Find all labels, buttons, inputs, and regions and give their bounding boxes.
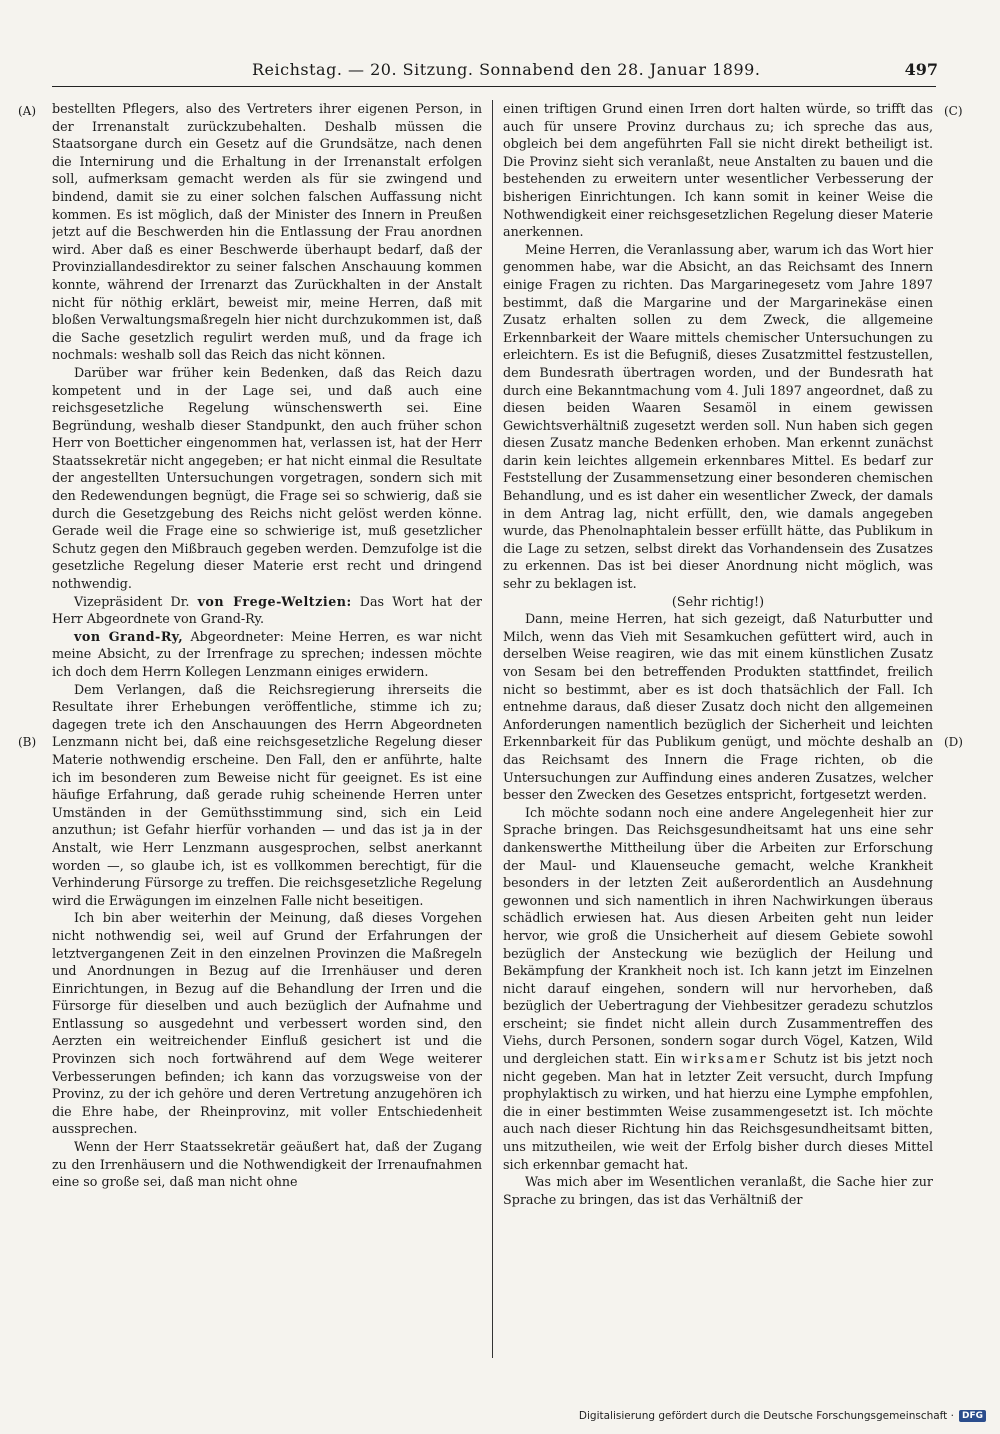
paragraph-text: Ich möchte sodann noch eine andere Angelegenheit hier zur Sprache bringen. Das Reichsgesundheitsamt hat uns eine sehr dankenswerthe Mittheilung über die Arbeiten zur Erforschung der Maul- und Klauenseuche gemacht, welche Krankheit besonders in der letzten Zeit außerordentlich an Ausdehnung gewonnen und sich namentlich in ihren Nachwirkungen überaus schädlich erwiesen hat. Aus diesen Arbeiten geht nun leider hervor, wie groß die Unsicherheit auf diesem Gebiete sowohl bezüglich der Ansteckung wie bezüglich der Heilung und Bekämpfung der Krankheit noch ist. Ich kann jetzt im Einzelnen nicht darauf eingehen, sondern will nur hervorheben, daß bezüglich der Uebertragung der Viehbesitzer geradezu schutzlos erscheint; sie findet nicht allein durch Zusammentreffen des Viehs, durch Personen, sondern sogar durch Vögel, Katzen, Wild und dergleichen statt. Ein: [503, 804, 933, 1067]
spaced-emphasis: wirksamer: [681, 1051, 768, 1067]
speaker-name: von Grand-Ry,: [74, 628, 184, 644]
page-header: [52, 60, 940, 86]
left-column: [52, 100, 482, 1350]
margin-marker-b: (B): [18, 735, 37, 749]
paragraph: Was mich aber im Wesentlichen veranlaßt, die Sache hier zur Sprache zu bringen, das ist das Verhältniß der: [503, 1174, 933, 1207]
speaker-paragraph: [52, 628, 482, 681]
speaker-name: von Frege-Weltzien:: [197, 593, 352, 609]
speaker-text: Abgeordneter: Meine Herren, es war nicht meine Absicht, zu der Irrenfrage zu sprechen; indessen möchte ich doch dem Herrn Kollegen Lenzmann einiges erwidern.: [52, 628, 482, 679]
digitization-footer: [579, 1410, 986, 1422]
column-divider: [492, 100, 493, 1358]
paragraph: Wenn der Herr Staatssekretär geäußert hat, daß der Zugang zu den Irrenhäusern und die Nothwendigkeit der Irrenaufnahmen eine so große sei, daß man nicht ohne: [52, 1139, 482, 1190]
paragraph: einen triftigen Grund einen Irren dort halten würde, so trifft das auch für unsere Provinz durchaus zu; ich spreche das aus, obgleich bei dem angeführten Fall sie nicht direkt betheiligt ist. Die Provinz sieht sich veranlaßt, neue Anstalten zu bauen und die bestehenden zu erweitern unter wesentlicher Verbesserung der bisherigen Einrichtungen. Ich kann somit in keiner Weise die Nothwendigkeit einer reichsgesetzlichen Regelung dieser Materie anerkennen.: [503, 101, 933, 240]
speaker-prefix: Vizepräsident Dr.: [74, 593, 198, 609]
margin-marker-c: (C): [944, 104, 963, 118]
margin-marker-a: (A): [18, 104, 37, 118]
paragraph: Dem Verlangen, daß die Reichsregierung ihrerseits die Resultate ihrer Erhebungen veröffentliche, stimme ich zu; dagegen trete ich den Anschauungen des Herrn Abgeordneten Lenzmann nicht bei, daß eine reichsgesetzliche Regelung dieser Materie nothwendig erscheine. Den Fall, den er anführte, halte ich im besonderen zum Beweise nicht für geeignet. Es ist eine häufige Erfahrung, daß gerade ruhig scheinende Herren unter Umständen in der Gemüthsstimmung sind, sich ein Leid anzuthun; ist Gefahr hierfür vorhanden — und das ist ja in der Anstalt, wie Herr Lenzmann ausgesprochen, selbst anerkannt worden —, so glaube ich, ist es vollkommen berechtigt, für die Verhinderung Fürsorge zu treffen. Die reichsgesetzliche Regelung wird die Erwägungen im einzelnen Falle nicht beseitigen.: [52, 681, 482, 908]
page-number: 497: [904, 60, 938, 79]
margin-marker-d: (D): [944, 735, 963, 749]
paragraph-text: Schutz ist bis jetzt noch nicht gegeben. Man hat in letzter Zeit versucht, durch Impfung prophylaktisch zu wirken, und hat hierzu eine Lymphe empfohlen, die in einer bestimmten Weise zusammengesetzt ist. Ich möchte auch nach dieser Richtung hin das Reichsgesundheitsamt bitten, uns mitzutheilen, wie weit der Erfolg bisher durch dieses Mittel sich erkennbar gemacht hat.: [503, 1051, 933, 1172]
dfg-logo: DFG: [959, 1410, 986, 1422]
paragraph: Dann, meine Herren, hat sich gezeigt, daß Naturbutter und Milch, wenn das Vieh mit Sesamkuchen gefüttert wird, auch in derselben Weise reagiren, wie das mit einem künstlichen Zusatz von Sesam bei den betreffenden Produkten stattfindet, freilich nicht so bestimmt, aber es ist doch thatsächlich der Fall. Ich entnehme daraus, daß dieser Zusatz doch nicht den allgemeinen Anforderungen namentlich bezüglich der Sicherheit und leichten Erkennbarkeit für das Publikum genügt, und möchte deshalb an das Reichsamt des Innern die Frage richten, ob die Untersuchungen zur Auffindung eines anderen Zusatzes, welcher besser den Zwecken des Gesetzes entspricht, fortgesetzt werden.: [503, 611, 933, 803]
paragraph: Ich bin aber weiterhin der Meinung, daß dieses Vorgehen nicht nothwendig sei, weil auf Grund der Erfahrungen der letztvergangenen Zeit in den einzelnen Provinzen die Maßregeln und Anordnungen in Bezug auf die Irrenhäuser und deren Einrichtungen, in Bezug auf die Behandlung der Irren und die Fürsorge für dieselben und auch bezüglich der Aufnahme und Entlassung so ausgedehnt und verbessert worden sind, den Aerzten ein weitreichender Einfluß gesichert ist und die Provinzen sich noch fortwährend auf dem Wege weiterer Verbesserungen befinden; ich kann das vorzugsweise von der Provinz, zu der ich gehöre und deren Vertretung anzugehören ich die Ehre habe, der Rheinprovinz, mit voller Entschiedenheit aussprechen.: [52, 910, 482, 1137]
paragraph: Meine Herren, die Veranlassung aber, warum ich das Wort hier genommen habe, war die Absicht, an das Reichsamt des Innern einige Fragen zu richten. Das Margarinegesetz vom Jahre 1897 bestimmt, daß die Margarine und der Margarinekäse einen Zusatz erhalten sollen zu dem Zweck, die allgemeine Erkennbarkeit der Waare mittels chemischer Untersuchungen zu erleichtern. Es ist die Befugniß, dieses Zusatzmittel festzustellen, dem Bundesrath übertragen worden, und der Bundesrath hat durch eine Bekanntmachung vom 4. Juli 1897 angeordnet, daß zu diesen beiden Waaren Sesamöl in einem gewissen Gewichtsverhältniß zugesetzt werden soll. Nun haben sich gegen diesen Zusatz manche Bedenken erhoben. Man erkennt zunächst darin kein leichtes allgemein erkennbares Mittel. Es bedarf zur Feststellung der Zusammensetzung einer besonderen chemischen Behandlung, und es ist daher ein wesentlicher Zweck, der damals in dem Antrag lag, nicht erfüllt, den, wie damals angegeben wurde, das Phenolnaphtalein besser erfüllt hätte, das Publikum in die Lage zu setzen, selbst direkt das Vorhandensein des Zusatzes zu erkennen. Das ist bei dieser Anordnung nicht möglich, was sehr zu beklagen ist.: [503, 241, 933, 592]
paragraph: Darüber war früher kein Bedenken, daß das Reich dazu kompetent und in der Lage sei, und daß auch eine reichsgesetzliche Regelung wünschenswerth sei. Eine Begründung, weshalb dieser Standpunkt, den auch früher schon Herr von Boetticher eingenommen hat, verlassen ist, hat der Herr Staatssekretär nicht angegeben; er hat nicht einmal die Resultate der angestellten Untersuchungen vorgetragen, sondern sich mit den Redewendungen begnügt, die Frage sei so schwierig, daß sie durch die Gesetzgebung des Reichs nicht gelöst werden könne. Gerade weil die Frage eine so schwierige ist, muß gesetzlicher Schutz gegen den Mißbrauch gegeben werden. Demzufolge ist die gesetzliche Regelung dieser Materie erst recht und dringend nothwendig.: [52, 364, 482, 592]
speaker-paragraph: [52, 593, 482, 628]
right-column: [503, 100, 933, 1350]
paragraph: [503, 804, 933, 1173]
interjection: (Sehr richtig!): [671, 593, 765, 609]
footer-text: Digitalisierung gefördert durch die Deutsche Forschungsgemeinschaft ·: [578, 1410, 954, 1422]
speaker-text: Das Wort hat der Herr Abgeordnete von Grand-Ry.: [52, 593, 482, 627]
paragraph: bestellten Pflegers, also des Vertreters ihrer eigenen Person, in der Irrenanstalt zurückzubehalten. Deshalb müssen die Staatsorgane durch ein Gesetz auf die Grundsätze, nach denen die Internirung und die Erhaltung in der Irrenanstalt erfolgen soll, aufmerksam gemacht werden als für sie zwingend und bindend, damit sie zu einer solchen falschen Auffassung nicht kommen. Es ist möglich, daß der Minister des Innern in Preußen jetzt auf die Beschwerden hin die Entlassung der Frau anordnen wird. Aber daß es einer Beschwerde überhaupt bedarf, daß der Provinziallandesdirektor zu seiner falschen Anschauung kommen konnte, während der Irrenarzt das Zurückhalten in der Anstalt nicht für nöthig erklärt, beweist mir, meine Herren, daß mit bloßen Verwaltungsmaßregeln hier nicht durchzukommen ist, daß die Sache gesetzlich regulirt werden muß, und da frage ich nochmals: weshalb soll das Reich das nicht können.: [52, 101, 482, 363]
header-rule: [52, 86, 936, 87]
header-title: Reichstag. — 20. Sitzung. Sonnabend den 28. Januar 1899.: [252, 60, 761, 79]
